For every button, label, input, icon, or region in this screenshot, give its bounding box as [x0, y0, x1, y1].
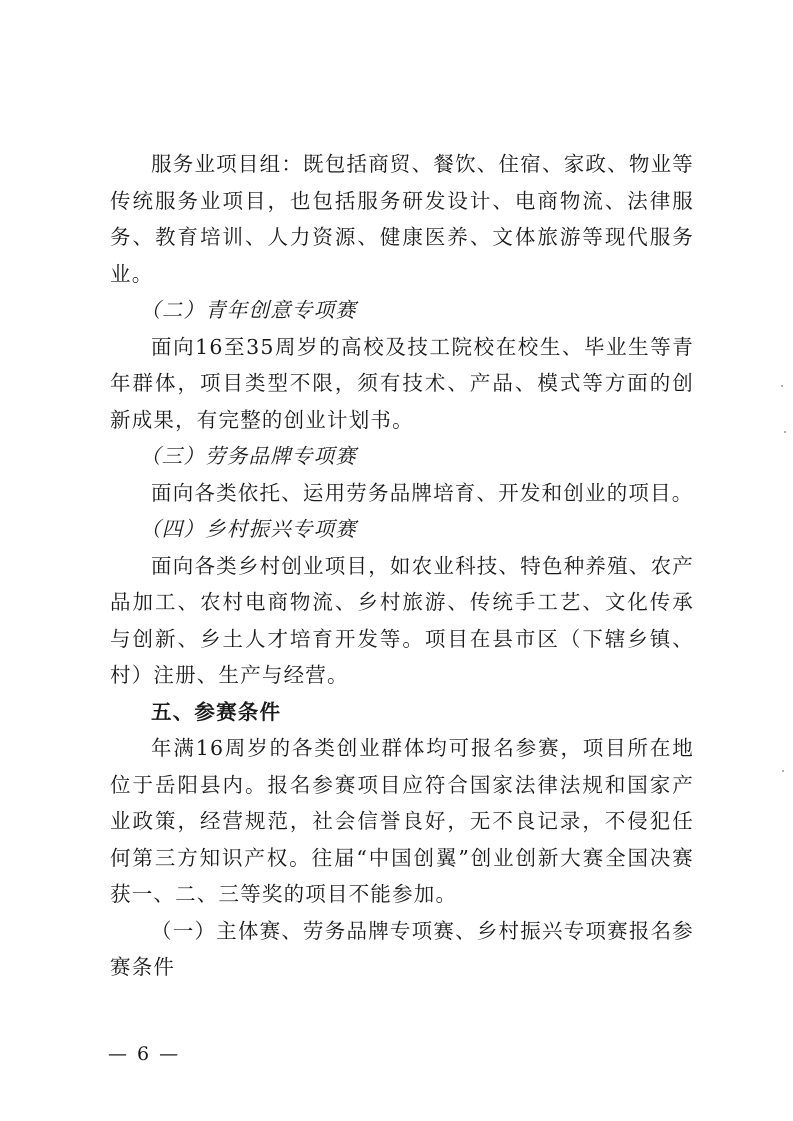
scan-speck — [782, 770, 784, 772]
paragraph-main-contest-conditions: （一）主体赛、劳务品牌专项赛、乡村振兴专项赛报名参赛条件 — [110, 918, 694, 979]
document-body — [110, 146, 694, 986]
paragraph-labor-brand: 面向各类依托、运用劳务品牌培育、开发和创业的项目。 — [151, 480, 694, 505]
heading-labor-brand: （三）劳务品牌专项赛 — [140, 444, 357, 468]
page-number: — 6 — — [108, 1043, 181, 1065]
paragraph-rural-revitalization: 面向各类乡村创业项目，如农业科技、特色种养殖、农产品加工、农村电商物流、乡村旅游、传统手工艺、文化传承与创新、乡土人才培育开发等。项目在县市区（下辖乡镇、村）注册、生产与经营。 — [110, 553, 694, 687]
scan-speck — [784, 431, 786, 433]
paragraph-entry-conditions: 年满16周岁的各类创业群体均可报名参赛，项目所在地位于岳阳县内。报名参赛项目应符合国家法律法规和国家产业政策，经营规范，社会信誉良好，无不良记录，不侵犯任何第三方知识产权。往届“中国创翼”创业创新大赛全国决赛获一、二、三等奖的项目不能参加。 — [110, 736, 694, 906]
heading-entry-conditions: 五、参赛条件 — [151, 699, 282, 724]
heading-rural-revitalization: （四）乡村振兴专项赛 — [140, 517, 357, 541]
heading-youth-creativity: （二）青年创意专项赛 — [140, 298, 357, 322]
scan-speck — [781, 385, 783, 387]
paragraph-service-industry: 服务业项目组：既包括商贸、餐饮、住宿、家政、物业等传统服务业项目，也包括服务研发设计、电商物流、法律服务、教育培训、人力资源、健康医养、文体旅游等现代服务业。 — [110, 152, 694, 286]
paragraph-youth-creativity: 面向16至35周岁的高校及技工院校在校生、毕业生等青年群体，项目类型不限，须有技术、产品、模式等方面的创新成果，有完整的创业计划书。 — [110, 334, 694, 432]
